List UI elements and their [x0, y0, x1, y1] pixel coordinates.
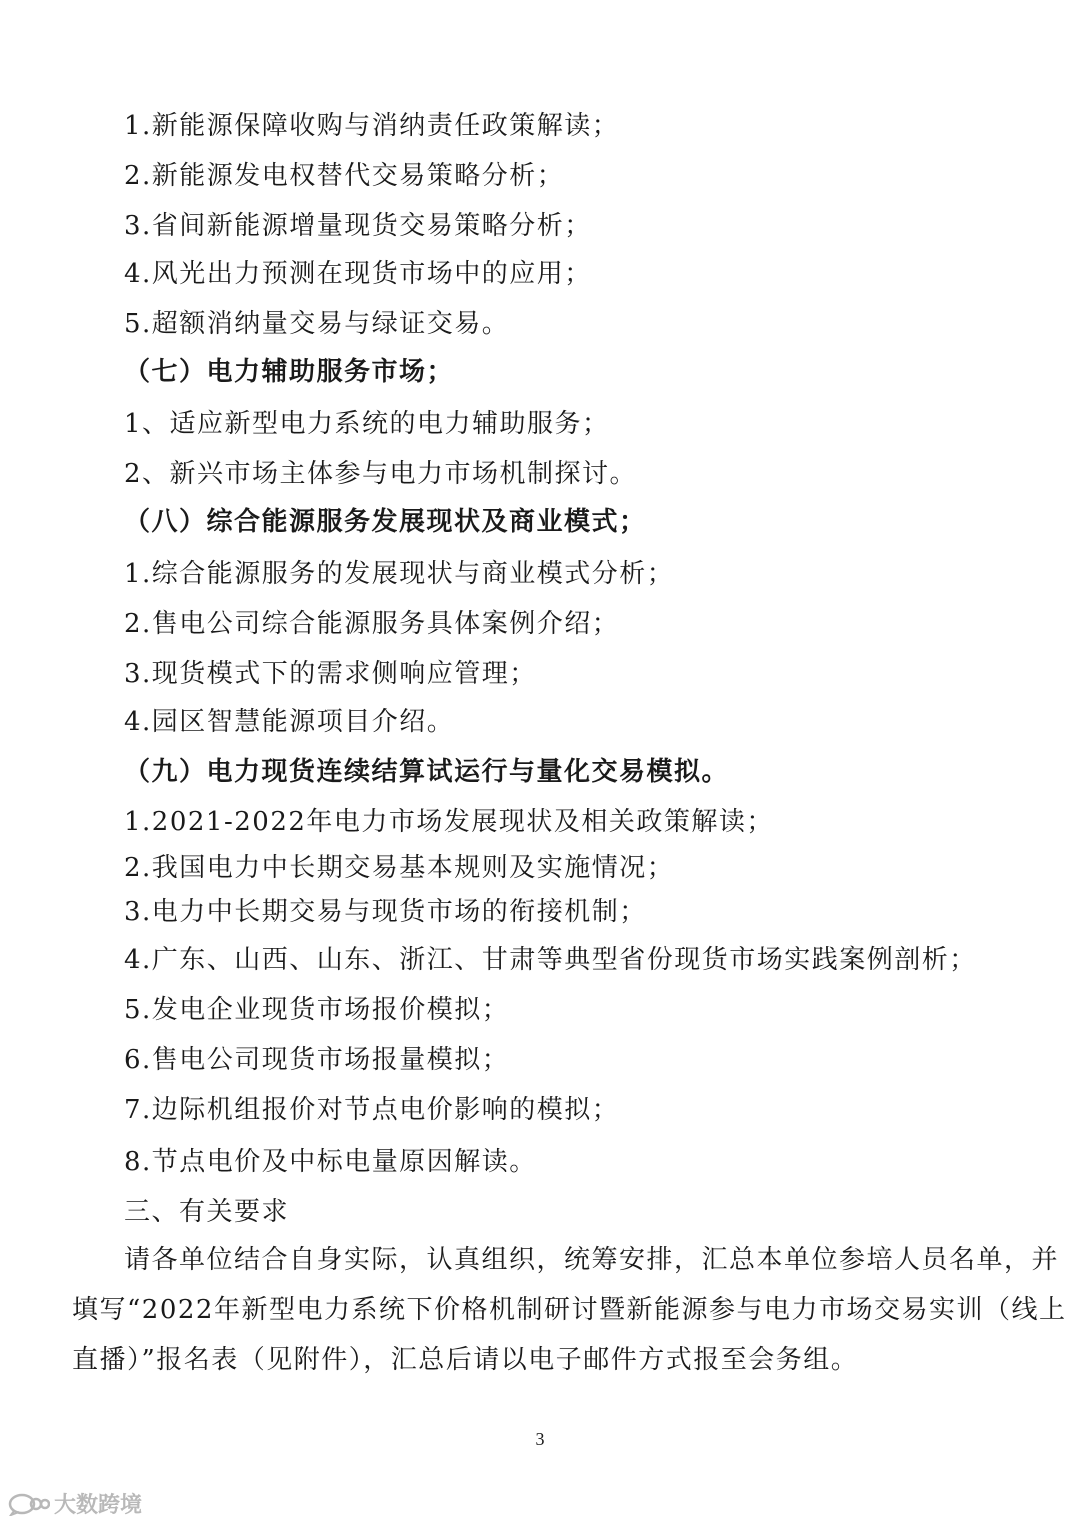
- list-item: 3.电力中长期交易与现货市场的衔接机制；: [124, 897, 647, 927]
- paragraph-line: 填写“2022年新型电力系统下价格机制研讨暨新能源参与电力市场交易实训（线上: [72, 1295, 1067, 1325]
- watermark: [8, 1488, 142, 1519]
- list-item: 4.风光出力预测在现货市场中的应用；: [124, 259, 592, 289]
- section-heading: （七）电力辅助服务市场；: [124, 357, 455, 387]
- list-item: 2.新能源发电权替代交易策略分析；: [124, 161, 565, 191]
- list-item: 5.超额消纳量交易与绿证交易。: [124, 309, 510, 339]
- list-item: 8.节点电价及中标电量原因解读。: [124, 1147, 537, 1177]
- paragraph-line: 请各单位结合自身实际，认真组织，统筹安排，汇总本单位参培人员名单，并: [124, 1245, 1060, 1275]
- list-item: 1.综合能源服务的发展现状与商业模式分析；: [124, 559, 675, 589]
- section-heading: （九）电力现货连续结算试运行与量化交易模拟。: [124, 757, 730, 787]
- list-item: 3.现货模式下的需求侧响应管理；: [124, 659, 537, 689]
- list-item: 4.广东、山西、山东、浙江、甘肃等典型省份现货市场实践案例剖析；: [124, 945, 977, 975]
- list-item: 2.售电公司综合能源服务具体案例介绍；: [124, 609, 620, 639]
- list-item: 4.园区智慧能源项目介绍。: [124, 707, 455, 737]
- list-item: 1、适应新型电力系统的电力辅助服务；: [124, 409, 610, 439]
- list-item: 5.发电企业现货市场报价模拟；: [124, 995, 510, 1025]
- list-item: 2.我国电力中长期交易基本规则及实施情况；: [124, 853, 675, 883]
- section-title: 三、有关要求: [124, 1197, 290, 1227]
- list-item: 1.2021-2022年电力市场发展现状及相关政策解读；: [124, 807, 774, 837]
- list-item: 1.新能源保障收购与消纳责任政策解读；: [124, 111, 620, 141]
- list-item: 3.省间新能源增量现货交易策略分析；: [124, 211, 592, 241]
- list-item: 2、新兴市场主体参与电力市场机制探讨。: [124, 459, 638, 489]
- section-heading: （八）综合能源服务发展现状及商业模式；: [124, 507, 647, 537]
- chat-bubble-icon: [8, 1492, 50, 1516]
- watermark-text: 大数跨境: [54, 1493, 143, 1518]
- paragraph-line: 直播）”报名表（见附件），汇总后请以电子邮件方式报至会务组。: [72, 1345, 859, 1375]
- page-number: 3: [535, 1429, 545, 1449]
- list-item: 7.边际机组报价对节点电价影响的模拟；: [124, 1095, 620, 1125]
- list-item: 6.售电公司现货市场报量模拟；: [124, 1045, 510, 1075]
